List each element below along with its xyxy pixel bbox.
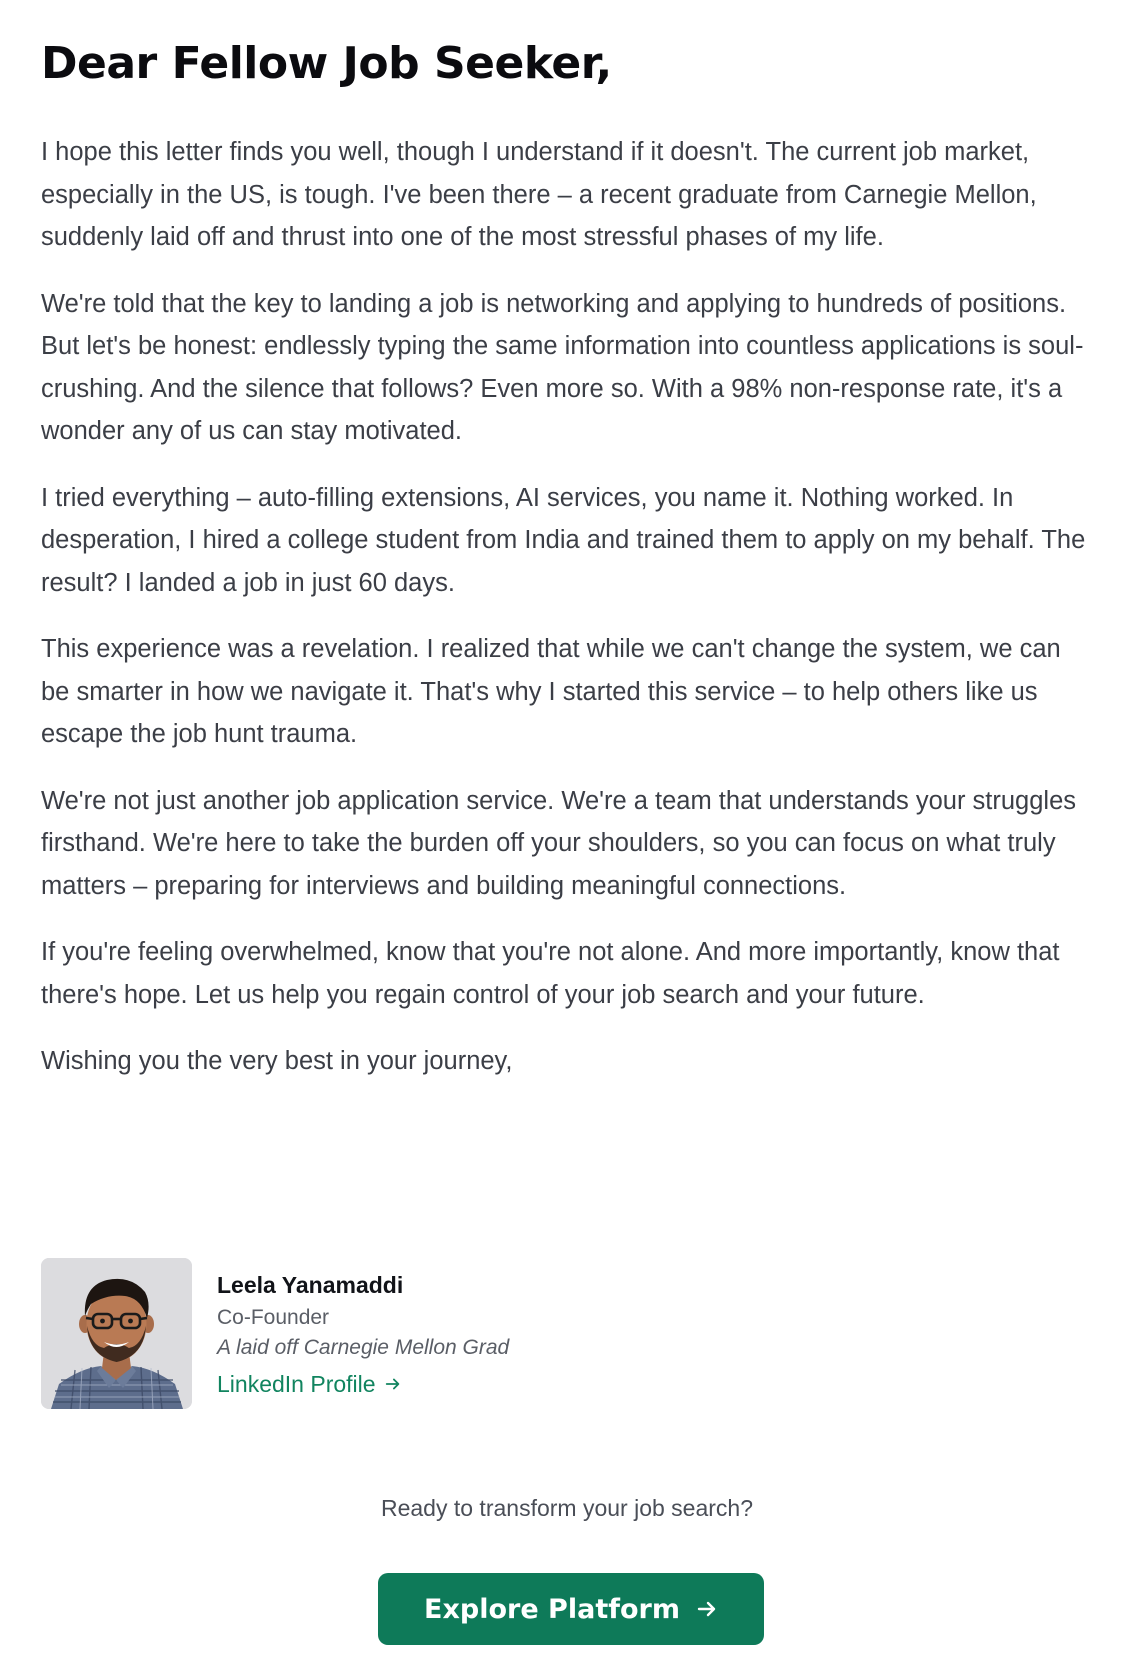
letter-body — [41, 131, 1093, 1107]
signature-info — [217, 1258, 509, 1399]
signature-role: Co-Founder — [217, 1306, 330, 1329]
letter-paragraph: If you're feeling overwhelmed, know that you're not alone. And more importantly, know that there's hope. Let us help you regain control of your job search and your future. — [41, 938, 1060, 1009]
letter-paragraph: This experience was a revelation. I realized that while we can't change the system, we can be smarter in how we navigate it. That's why I started this service – to help others like us escape the job hunt trauma. — [41, 635, 1061, 748]
letter-paragraph: I tried everything – auto-filling extensions, AI services, you name it. Nothing worked. In desperation, I hired a college student from India and trained them to apply on my behalf. The result? I landed a job in just 60 days. — [41, 483, 1086, 597]
arrow-right-icon — [384, 1375, 402, 1393]
arrow-right-icon — [696, 1598, 718, 1620]
letter-paragraph: I hope this letter finds you well, though I understand if it doesn't. The current job market, especially in the US, is tough. I've been there – a recent graduate from Carnegie Mellon, suddenly laid off and thrust into one of the most stressful phases of my life. — [41, 138, 1037, 251]
letter-title: Dear Fellow Job Seeker, — [41, 38, 612, 89]
explore-platform-label: Explore Platform — [424, 1593, 680, 1625]
linkedin-profile-label: LinkedIn Profile — [217, 1371, 376, 1397]
avatar-portrait — [41, 1258, 192, 1409]
cta-prompt: Ready to transform your job search? — [380, 1495, 753, 1521]
signature-name: Leela Yanamaddi — [217, 1272, 404, 1298]
letter-paragraph: We're not just another job application service. We're a team that understands your struggles firsthand. We're here to take the burden off your shoulders, so you can focus on what truly matters – preparing for interviews and building meaningful connections. — [41, 786, 1077, 900]
avatar — [41, 1258, 192, 1409]
letter-paragraph: We're told that the key to landing a job is networking and applying to hundreds of positions. But let's be honest: endlessly typing the same information into countless applications is soul-crushing. And the silence that follows? Even more so. With a 98% non-response rate, it's a wonder any of us can stay motivated. — [41, 289, 1084, 445]
letter-closing: Wishing you the very best in your journey, — [41, 1047, 513, 1075]
signature-tagline: A laid off Carnegie Mellon Grad — [217, 1336, 510, 1359]
signature-block — [41, 1258, 509, 1409]
explore-platform-button[interactable] — [378, 1573, 764, 1645]
linkedin-profile-link[interactable] — [217, 1369, 402, 1399]
